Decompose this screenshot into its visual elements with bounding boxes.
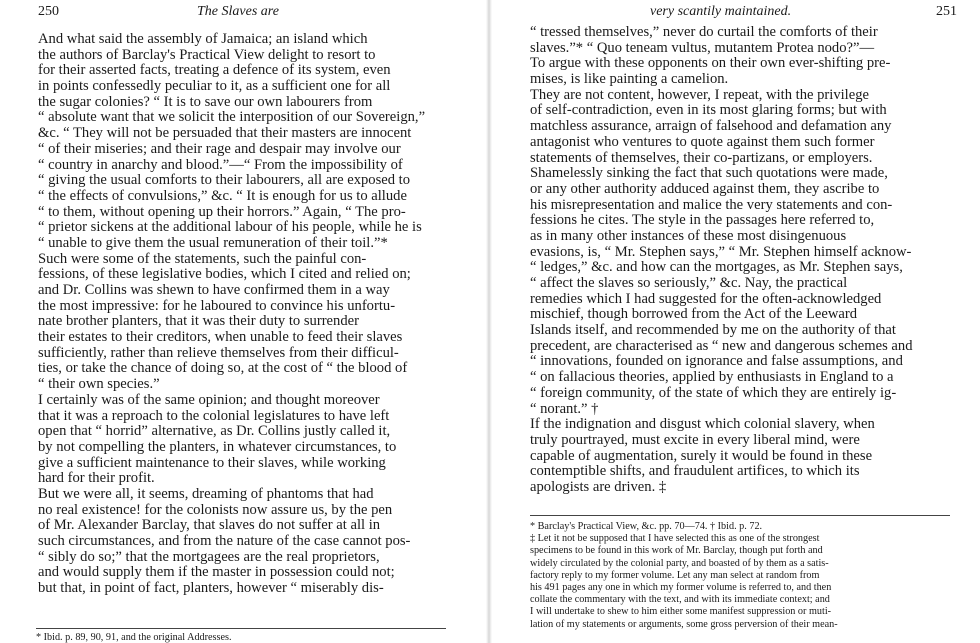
text-line: Such were some of the statements, such the painful con-	[38, 251, 367, 267]
footnote-line: ‡ Let it not be supposed that I have selected this as one of the strongest	[530, 533, 820, 545]
footnote-line: collate the commentary with the text, and with its immediate context; and	[530, 594, 830, 606]
text-line: “ absolute want that we solicit the interposition of our Sovereign,”	[38, 110, 426, 126]
text-line: “ prietor sickens at the additional labour of his people, while he is	[38, 220, 422, 236]
footnote-line: factory reply to my former volume. Let any man select at random from	[530, 569, 820, 581]
text-line: apologists are driven. ‡	[530, 479, 667, 495]
text-line: give a sufficient maintenance to their slaves, while working	[38, 455, 386, 471]
text-line: fessions he cites. The style in the passages here referred to,	[530, 213, 875, 229]
footnote-line: lation of my statements or arguments, some gross perversion of their mean-	[530, 618, 838, 630]
text-line: open that “ horrid” alternative, as Dr. Collins justly called it,	[38, 424, 391, 440]
text-line: “ to them, without opening up their horrors.” Again, “ The pro-	[38, 204, 406, 220]
left-footnote-rule	[36, 628, 446, 629]
text-line: To argue with these opponents on their own ever-shifting pre-	[530, 56, 891, 72]
text-line: &c. “ They will not be persuaded that their masters are innocent	[38, 126, 412, 142]
text-line: “ giving the usual comforts to their labourers, all are exposed to	[38, 173, 411, 189]
text-line: the sugar colonies? “ It is to save our own labourers from	[38, 94, 373, 110]
text-line: “ their own species.”	[38, 377, 160, 393]
text-line: truly pourtrayed, must excite in every liberal mind, were	[530, 432, 860, 448]
left-page	[0, 0, 488, 643]
text-line: but that, in point of fact, planters, however “ miserably dis-	[38, 581, 384, 597]
text-line: “ of their miseries; and their rage and despair may involve our	[38, 141, 401, 157]
right-running-head: very scantily maintained.	[650, 4, 792, 19]
text-line: his misrepresentation and malice the very statements and con-	[530, 197, 893, 213]
text-line: And what said the assembly of Jamaica; an island which	[38, 32, 368, 47]
text-line: ties, or take the chance of doing so, at the cost of “ the blood of	[38, 361, 408, 377]
text-line: If the indignation and disgust which colonial slavery, when	[530, 417, 875, 433]
left-page-number: 250	[38, 4, 59, 19]
left-footnotes	[36, 632, 450, 643]
text-line: “ the effects of convulsions,” &c. “ It is enough for us to allude	[38, 188, 407, 204]
footnote-line: specimens to be found in this work of Mr. Barclay, though put forth and	[530, 545, 823, 557]
right-page-number: 251	[936, 4, 957, 19]
text-line: fessions, of these legislative bodies, which I cited and relied on;	[38, 267, 411, 283]
text-line: nate brother planters, that it was their duty to surrender	[38, 314, 359, 330]
text-line: mischief, though borrowed from the Act of the Leeward	[530, 307, 858, 323]
text-line: “ sibly do so;” that the mortgagees are the real proprietors,	[38, 549, 380, 565]
text-line: such circumstances, and from the nature of the case cannot pos-	[38, 534, 411, 549]
text-line: of self-contradiction, even in its most glaring forms; but with	[530, 103, 887, 119]
text-line: mises, is like painting a camelion.	[530, 72, 729, 88]
text-line: no real existence! for the colonists now assure us, by the pen	[38, 502, 393, 518]
footnote-line: I will undertake to shew to him either some manifest suppression or muti-	[530, 606, 832, 618]
right-footnotes	[530, 521, 955, 631]
text-line: “ tressed themselves,” never do curtail the comforts of their	[530, 25, 878, 40]
text-line: “ on fallacious theories, applied by enthusiasts in England to a	[530, 370, 894, 386]
text-line: “ foreign community, of the state of which they are entirely ig-	[530, 385, 897, 401]
footnote-line: * Ibid. p. 89, 90, 91, and the original Addresses.	[36, 632, 232, 643]
footnote-line: * Barclay's Practical View, &c. pp. 70—74. † Ibid. p. 72.	[530, 521, 763, 532]
right-page	[490, 0, 980, 643]
text-line: Shamelessly sinking the fact that such quotations were made,	[530, 166, 888, 182]
text-line: “ ledges,” &c. and how can the mortgages, as Mr. Stephen says,	[530, 260, 903, 276]
text-line: “ norant.” †	[530, 401, 599, 417]
right-body-text	[530, 25, 955, 496]
text-line: They are not content, however, I repeat, with the privilege	[530, 87, 869, 103]
text-line: “ country in anarchy and blood.”—“ From the impossibility of	[38, 157, 403, 173]
text-line: that it was a reproach to the colonial legislatures to have left	[38, 408, 390, 424]
text-line: capable of augmentation, surely it would be found in these	[530, 448, 873, 464]
text-line: remedies which I had suggested for the often-acknowledged	[530, 291, 882, 307]
text-line: for their asserted facts, treating a defence of its system, even	[38, 63, 391, 79]
text-line: hard for their profit.	[38, 471, 155, 487]
left-running-head: The Slaves are	[197, 4, 279, 19]
text-line: contemptible shifts, and fraudulent artifices, to which its	[530, 464, 860, 480]
text-line: “ unable to give them the usual remuneration of their toil.”*	[38, 235, 388, 251]
text-line: and would supply them if the master in possession could not;	[38, 565, 395, 581]
text-line: statements of themselves, their co-partizans, or employers.	[530, 150, 873, 166]
text-line: But we were all, it seems, dreaming of phantoms that had	[38, 486, 374, 502]
text-line: “ affect the slaves so seriously,” &c. Nay, the practical	[530, 276, 848, 291]
footnote-line: his 491 pages any one in which my former volume is referred to, and then	[530, 581, 832, 593]
text-line: their estates to their creditors, when unable to feed their slaves	[38, 330, 403, 346]
text-line: antagonist who ventures to quote against them such former	[530, 134, 875, 150]
text-line: as in many other instances of these most disingenuous	[530, 228, 847, 244]
text-line: evasions, is, “ Mr. Stephen says,” “ Mr. Stephen himself acknow-	[530, 244, 912, 260]
text-line: sufficiently, rather than relieve themselves from their difficul-	[38, 345, 399, 361]
right-footnote-rule	[530, 515, 950, 516]
text-line: Islands itself, and recommended by me on the authority of that	[530, 323, 896, 339]
left-body-text	[38, 32, 452, 597]
text-line: and Dr. Collins was shewn to have confirmed them in a way	[38, 283, 390, 298]
text-line: the authors of Barclay's Practical View delight to resort to	[38, 47, 376, 63]
text-line: in points confessedly peculiar to it, as a sufficient one for all	[38, 79, 391, 95]
text-line: slaves.”* “ Quo teneam vultus, mutantem Protea nodo?”—	[530, 40, 875, 56]
text-line: I certainly was of the same opinion; and thought moreover	[38, 392, 380, 408]
text-line: “ innovations, founded on ignorance and false assumptions, and	[530, 354, 903, 370]
text-line: matchless assurance, arraign of falsehood and defamation any	[530, 119, 892, 135]
text-line: precedent, are characterised as “ new and dangerous schemes and	[530, 338, 913, 354]
text-line: by not compelling the planters, in whatever circumstances, to	[38, 439, 397, 455]
text-line: or any other authority adduced against them, they ascribe to	[530, 181, 880, 197]
text-line: the most impressive: for he laboured to convince his unfortu-	[38, 298, 396, 314]
text-line: of Mr. Alexander Barclay, that slaves do not suffer at all in	[38, 518, 381, 534]
footnote-line: widely circulated by the colonial party, and boasted of by them as a satis-	[530, 557, 829, 569]
